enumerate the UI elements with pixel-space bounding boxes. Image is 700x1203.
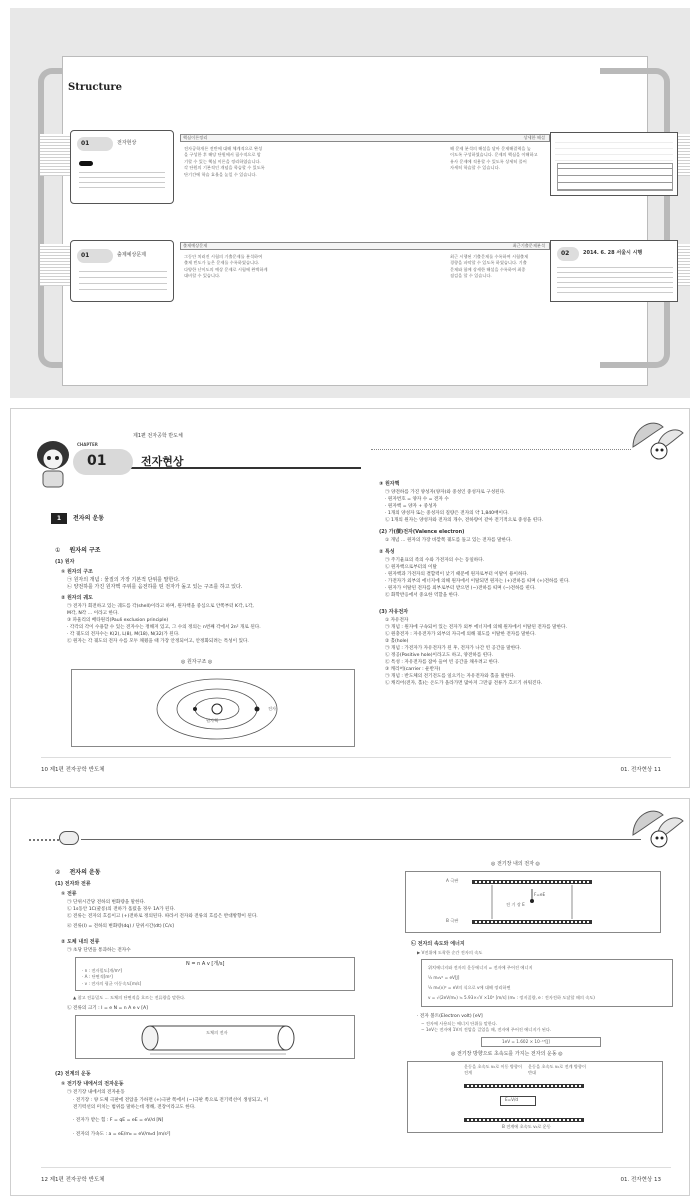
field-figure xyxy=(405,871,661,933)
mid-desc-1-right-text: 해 문제 분석의 해설을 달아 문제해결력을 높 이도록 구성하였습니다. 문제의 핵심을 이해하고 유사 문제에 적용할 수 있도록 상세히 풀어 자세히 학습할 수 있습니다. xyxy=(450,146,538,171)
fig3-mid-label: E=V/d xyxy=(505,1097,519,1102)
p3-l1: ㉠ 단위시간당 전하의 변화량을 말한다. ㉡ 1s동안 1C(쿨롱)의 전하가 흘렀을 경우 1A가 된다. ㉢ 전류는 전자의 흐름이고 (+)전하로 정의된다. 따라서 전자와 전류의 흐름은 반대방향이 된다. xyxy=(67,900,258,919)
speed-sub: ▶ V전위에 도착한 순간 전자의 속도 xyxy=(417,950,483,955)
fig3-top-right-label: 운동을 초속도 v₀로 전계 방향이 반대 xyxy=(528,1064,587,1076)
p3-force: · 전자가 받는 힘 : F = qE = eE = eV/d [N] xyxy=(73,1118,164,1123)
right-h2: (2) 가(價)전자(Valence electron) xyxy=(379,529,465,535)
card-3-num: 02 xyxy=(561,250,570,257)
mid-desc-2 xyxy=(180,242,550,302)
page-number-left: 10 제1편 전자공학 반도체 xyxy=(41,767,105,773)
fig3-bottom-label: B 전계에 초속도 v₀로 운동 xyxy=(502,1124,551,1129)
fig1-nucleus-label: 원자핵 xyxy=(206,718,219,723)
right-bracket xyxy=(600,68,670,368)
fig2-plate-b-label: B 극판 xyxy=(446,918,459,923)
header-rule xyxy=(81,839,641,840)
plate-b xyxy=(472,920,592,924)
chapter-rule xyxy=(101,467,361,469)
right-h4: (3) 자유전자 xyxy=(379,609,409,615)
chapter-num: 01 xyxy=(87,453,107,469)
mid-desc-1-bar xyxy=(180,134,550,142)
card-1-badge xyxy=(77,137,113,151)
atom-figure xyxy=(71,669,355,747)
ev-formula-box xyxy=(481,1037,601,1047)
subsection-1-header xyxy=(55,537,315,554)
page-number-left-2: 12 제1편 전자공학 반도체 xyxy=(41,1177,105,1183)
conductor-cylinder xyxy=(136,1022,306,1056)
p3-formula-i: ㉣ 전류(I) = 전하의 변화량(dq) / 단위시간(dt) [C/s] xyxy=(67,924,174,929)
section-1-title: 전자의 운동 xyxy=(73,515,105,522)
sample-card-1 xyxy=(70,130,174,204)
atom-lines: ㉠ 원자의 개념 : 물질의 가장 기본적 단위를 말한다. ㉡ 양전하를 가진 원자핵 주위를 음전하를 띤 전자가 돌고 있는 구조를 하고 있다. xyxy=(67,577,243,590)
p3-note: ▲ 참고 전류밀도 … 도체의 단면적을 흐르는 전류량을 말한다. xyxy=(73,995,186,1000)
ev-lines: − 전자에 사용되는 에너지 단위를 말한다. − 1eV는 전자에 1V의 전압을 걸었을 때, 전자에 주어진 에너지가 된다. xyxy=(421,1021,552,1033)
sample-card-right-1 xyxy=(550,132,678,196)
fig3-plate-top xyxy=(464,1084,584,1088)
footer-rule-2 xyxy=(41,1167,671,1168)
subsection-2-title: 전자의 운동 xyxy=(69,869,101,876)
page-number-right-2: 01. 전자현상 13 xyxy=(620,1177,661,1183)
section-1-header xyxy=(51,513,141,524)
dot-rule xyxy=(371,449,631,450)
right-h1: ③ 원자핵 xyxy=(379,481,400,487)
p3-h1: (1) 전자와 전류 xyxy=(55,881,91,887)
fig1-caption: ◎ 원자구조 ◎ xyxy=(181,659,213,665)
orbit-title: ② 원자의 궤도 xyxy=(61,595,93,601)
subsection-1-title: 원자의 구조 xyxy=(69,547,101,554)
speed-box-lines: 위치에너지와 전자의 운동에너지 = 전자에 주어진 에너지 ½ m₀v² = eV[J] ½ m₀(v)² = eV의 식으로 v에 대해 정리하면 v = √(2eV/m₀) ≒ 5.93×√V ×10⁵ [m/s] (m₀ : 정지질량, e : 전자전하 도달할 때의 속도) xyxy=(428,965,595,1000)
initial-velocity-figure xyxy=(407,1061,663,1133)
mid-desc-1 xyxy=(180,134,550,194)
stripe-right-2 xyxy=(678,244,690,286)
heading-atom: (1) 원자 xyxy=(55,559,75,565)
right-lines3: ㉠ 주기율표의 족의 수와 가전자의 수는 동일하다. ㉡ 원자핵으로부터의 이탈 · 원자핵과 가전자의 결합력이 낮기 때문에 원자로부터 이탈이 용이하다. · 가전자가 외부의 에너지에 의해 원자에서 이탈되면 원자는 (+)전하를 띠며 (+)전하를 띤다. · 원자가 이탈된 전자를 외부로부터 받으면 (−)전하를 띠며 (−)전하를 띤다. ㉢ 화학반응에서 중요한 역할을 한다. xyxy=(385,558,570,598)
stripe-left-1 xyxy=(40,134,70,176)
orbit-lines: ㉠ 전자가 회전하고 있는 궤도를 각(shell)이라고 하며, 원자핵을 중심으로 안쪽부터 K각, L각, M각, N각 … 이라고 한다. ③ 파울리의 배타원리(Pauli exclusion principle) · 각각의 각이 수용할 수 있는 전자수는 정해져 있고, 그 수의 정의는 n번째 각에서 2n² 개로 된다. · 각 궤도의 전자수는 K(2), L(8), M(18), N(32)가 된다. ㉢ 원자는 각 궤도의 전자 수를 모두 채웠을 때 가장 안정되어고, 안정화되려는 특성이 있다. xyxy=(67,604,261,644)
left-bracket xyxy=(38,68,62,368)
spread-page-10-11 xyxy=(10,408,690,788)
right-card-1-rows xyxy=(555,137,673,161)
mid-desc-2-right-text: 최근 시행된 기출문제를 수록하여 시험출제 경향을 파악할 수 있도록 하였습니다. 기출 문제와 함께 상세한 해설을 수록하여 최종 점검을 할 수 있습니다. xyxy=(450,254,529,279)
p3-h2a: ㉠ 초당 단면을 통과하는 전자수 xyxy=(67,948,131,953)
structure-title: Structure xyxy=(68,82,122,93)
right-card-1-table xyxy=(557,163,673,191)
mid-desc-1-left-text: 전자공학개론 전반에 대해 체계적으로 완성 을 구성한 후 해당 단원에서 필수적으로 암 기할 수 있는 핵심 이론을 정리하였습니다. 각 단원의 기본적인 개념을 학습할 수 있도록 단기간에 학습 효율을 높일 수 있습니다. xyxy=(184,146,265,177)
chapter-title: 전자현상 xyxy=(141,455,184,468)
conductor-figure xyxy=(75,1015,355,1059)
subsection-2-num: ② xyxy=(55,869,61,876)
cylinder-label: 도체의 전자 xyxy=(206,1030,228,1035)
atom-orbit-drawing xyxy=(152,674,282,744)
card-3-badge xyxy=(557,247,579,261)
card-3-tab: 2014. 6. 28 서울시 시행 xyxy=(583,250,643,256)
fig1-electron-label: 전자 xyxy=(268,706,277,711)
mid-desc-2-bar xyxy=(180,242,550,250)
right-h3: ② 특성 xyxy=(379,549,395,555)
card-1-line-deco xyxy=(79,161,165,201)
dot-rule-left xyxy=(29,839,59,841)
leaf-mascot-icon-2 xyxy=(623,805,685,855)
mascot-icon xyxy=(29,435,77,489)
mid-desc-2-left-label: 출제예상문제 xyxy=(183,243,208,248)
right-lines4: ① 자유전자 ㉠ 개념 : 원자에 구속되어 있는 전자가 외부 에너지에 의해 원자에서 이탈된 전자를 말한다. ㉡ 원충전자 : 자유전자가 외부의 자극에 의해 궤도를 이탈한 전자를 말한다. ② 홀(hole) ㉠ 개념 : 가전자가 자유전자가 된 후, 전자가 나간 빈 공간을 말한다. ㉡ 정공(Positive hole)이라고도 하고, 양전하를 띤다. ㉢ 특성 : 자유전자를 잡아 들여 빈 공간을 채우려고 한다. ③ 캐리어(carrier : 운반자) ㉠ 개념 : 반도체의 전기전도를 일으키는 자유전자와 홀을 말한다. ㉡ 캐리어(전자, 홀)는 온도가 올라가면 많아져 그만큼 전류가 흐르기 쉬워진다. xyxy=(385,618,567,686)
card-2-lines xyxy=(79,271,167,290)
section-1-num: 1 xyxy=(51,513,67,524)
p3-h3a: ① 전기장 내에서의 전자운동 xyxy=(61,1081,124,1087)
chapter-word: CHAPTER xyxy=(77,442,98,447)
card-3-lines xyxy=(557,267,673,293)
ev-formula: 1eV = 1.602 × 10⁻¹⁹[J] xyxy=(502,1039,550,1044)
fig2-caption: ◎ 전기장 내의 전자 ◎ xyxy=(491,861,540,867)
sample-card-2 xyxy=(70,240,174,302)
atom-struct: ① 원자의 구조 xyxy=(61,569,93,575)
mid-desc-1-left-label: 핵심이론정리 xyxy=(183,135,208,140)
mid-desc-2-left-text: 그동안 치러진 시험의 기출문제를 분석하여 출제 빈도가 높은 문제를 수록하였습니다. 다양한 난이도의 예상 문제로 시험에 완벽하게 대비할 수 있습니다. xyxy=(184,254,268,279)
card-2-tab: 출제예상문제 xyxy=(117,252,146,258)
p3-h1a: ① 전류 xyxy=(61,891,77,897)
subsection-2-header xyxy=(55,859,255,878)
sample-card-3 xyxy=(550,240,678,302)
speed-formula-box xyxy=(421,959,673,1007)
box-formula: N = n A v [개/s] xyxy=(186,961,225,967)
spread-page-12-13 xyxy=(10,798,690,1196)
box-lines: · n : 전자밀도[개/m³] · A : 단면적[m²] · v : 전자의 평균 이동속도[m/s] xyxy=(82,968,142,986)
fig3-plate-bottom xyxy=(464,1118,584,1122)
p3-l3: · 전기장 : 양 도체 극판에 전압을 가하면 (+)극판 쪽에서 (−)극판 쪽으로 전기력선이 생성되고, 이 전기력선의 미치는 범위를 말하는데 정해, 전장이라고도 한다. xyxy=(73,1098,269,1110)
fig3-caption: ◎ 전기장 방향으로 초속도를 가지는 전자의 운동 ◎ xyxy=(451,1051,563,1057)
card-1-tab: 전자현상 xyxy=(117,140,137,146)
mid-desc-1-right-label: 상세한 해설 xyxy=(523,135,545,140)
fig2-plate-a-label: A 극판 xyxy=(446,878,459,883)
running-head: 제1편 전자공학 반도체 xyxy=(133,433,183,439)
field-arrows xyxy=(472,885,592,919)
footer-rule xyxy=(41,757,671,758)
page-number-right: 01. 전자현상 11 xyxy=(620,767,661,773)
card-1-num: 01 xyxy=(81,140,90,147)
p3-h2: ② 도체 내의 전류 xyxy=(61,939,100,945)
structure-page xyxy=(62,56,648,386)
fig2-field-label: 전 기 장 E xyxy=(506,902,525,907)
speed-title: ㉡ 전자의 속도와 에너지 xyxy=(411,941,465,947)
chapter-badge xyxy=(73,442,133,475)
p3-h3: (2) 전계의 운동 xyxy=(55,1071,91,1077)
header-badge-icon xyxy=(59,831,79,845)
ev-title: · 전자 볼트(Electron volt) [eV] xyxy=(417,1014,483,1019)
leaf-mascot-icon xyxy=(623,417,685,467)
p3-h3b: ㉠ 전기장 내에서의 전자운동 xyxy=(67,1090,125,1095)
subsection-1-num: ① xyxy=(55,547,61,554)
electron-count-box xyxy=(75,957,355,991)
card-2-badge xyxy=(77,249,113,263)
fig2-force-label: F=eE xyxy=(534,892,546,897)
p3-accel: · 전자의 가속도 : a = eE/m₀ = eV/m₀d [m/s²] xyxy=(73,1132,171,1137)
right-lines1: ㉠ 양전하를 가진 양성자(양자)와 중성인 중성자로 구성된다. · 원자번호 = 양자 수 = 전자 수 · 원자핵 = 양자 + 중성자 · 1개의 양성자 또는 중성자의 질량은 전자의 약 1,840배이다. ㉡ 1개의 원자는 양성자와 전자의 개수, 전하량이 같아 전기적으로 중성을 띤다. xyxy=(385,490,544,523)
fig3-top-left-label: 운동을 초속도 v₀로 이동 방향이 전계 xyxy=(464,1064,523,1076)
mid-desc-2-right-label: 최근기출문제분석 xyxy=(512,243,545,248)
stripe-right-1 xyxy=(678,134,690,176)
structure-panel xyxy=(10,8,690,398)
plate-a xyxy=(472,880,592,884)
card-2-num: 01 xyxy=(81,252,90,259)
right-lines2: ① 개념 … 원자의 가장 바깥쪽 궤도를 돌고 있는 전자를 말한다. xyxy=(385,538,512,543)
p3-current-size: ㉡ 전류의 크기 : I = e N = n A e v [A] xyxy=(67,1006,148,1011)
stripe-left-2 xyxy=(40,244,70,286)
